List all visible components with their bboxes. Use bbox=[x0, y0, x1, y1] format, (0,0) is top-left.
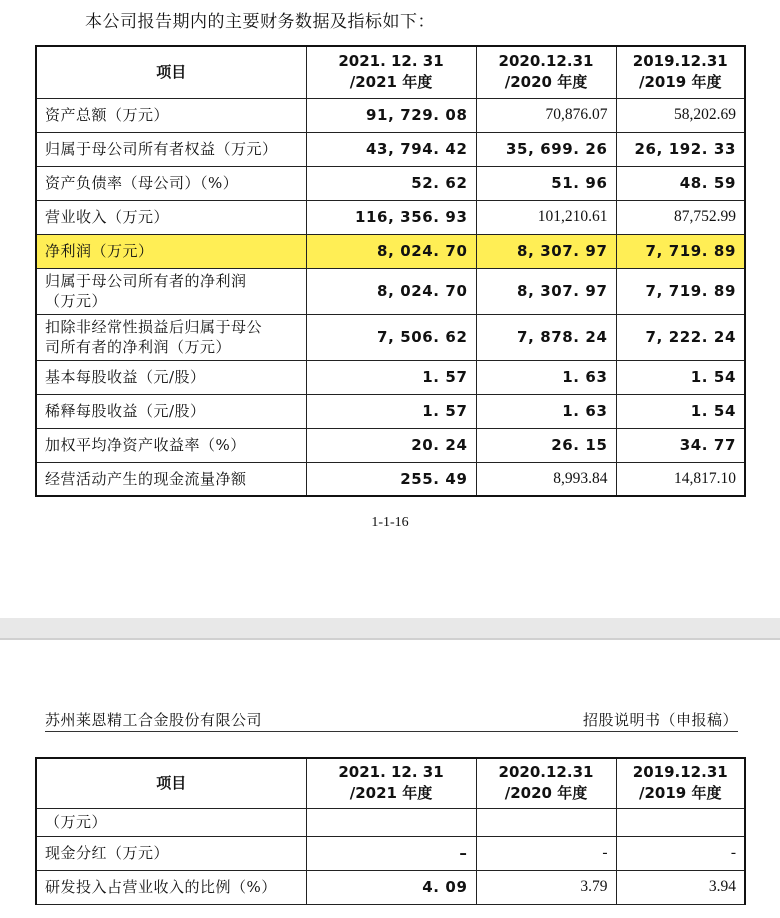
row-label: 净利润（万元） bbox=[36, 234, 306, 268]
row-label: 资产总额（万元） bbox=[36, 98, 306, 132]
row-label: 扣除非经常性损益后归属于母公 司所有者的净利润（万元） bbox=[36, 314, 306, 360]
table-header-row bbox=[36, 46, 745, 98]
header-item: 项目 bbox=[36, 46, 306, 98]
row-label: 营业收入（万元） bbox=[36, 200, 306, 234]
table-row bbox=[36, 394, 745, 428]
value-2020: 35, 699. 26 bbox=[476, 132, 616, 166]
table-row bbox=[36, 166, 745, 200]
value-2021 bbox=[306, 808, 476, 836]
intro-text: 本公司报告期内的主要财务数据及指标如下： bbox=[85, 12, 435, 32]
value-2021: 8, 024. 70 bbox=[306, 268, 476, 314]
header-2020: 2020.12.31 /2020 年度 bbox=[476, 46, 616, 98]
value-2021: 1. 57 bbox=[306, 360, 476, 394]
value-2020: 26. 15 bbox=[476, 428, 616, 462]
value-2020: 8, 307. 97 bbox=[476, 268, 616, 314]
value-2020: 1. 63 bbox=[476, 360, 616, 394]
header-2019: 2019.12.31 /2019 年度 bbox=[616, 758, 745, 808]
page-number: 1-1-16 bbox=[371, 515, 409, 530]
value-2021: 52. 62 bbox=[306, 166, 476, 200]
row-label: 稀释每股收益（元/股） bbox=[36, 394, 306, 428]
table-row bbox=[36, 808, 745, 836]
value-2021: 4. 09 bbox=[306, 870, 476, 904]
value-2020 bbox=[476, 808, 616, 836]
row-label: 归属于母公司所有者的净利润 （万元） bbox=[36, 268, 306, 314]
value-2019: 48. 59 bbox=[616, 166, 745, 200]
value-2019: 1. 54 bbox=[616, 394, 745, 428]
row-label: 归属于母公司所有者权益（万元） bbox=[36, 132, 306, 166]
document-type: 招股说明书（申报稿） bbox=[582, 711, 738, 729]
value-2019: 1. 54 bbox=[616, 360, 745, 394]
value-2021: 1. 57 bbox=[306, 394, 476, 428]
value-2020: 3.79 bbox=[476, 870, 616, 904]
table-row-highlighted bbox=[36, 234, 745, 268]
table-row bbox=[36, 870, 745, 904]
table-row bbox=[36, 314, 745, 360]
value-2021: 91, 729. 08 bbox=[306, 98, 476, 132]
value-2019: 14,817.10 bbox=[616, 462, 745, 496]
value-2021: – bbox=[306, 836, 476, 870]
value-2019 bbox=[616, 808, 745, 836]
table-row bbox=[36, 428, 745, 462]
value-2019: 34. 77 bbox=[616, 428, 745, 462]
table-row bbox=[36, 268, 745, 314]
value-2020: 1. 63 bbox=[476, 394, 616, 428]
row-label: 资产负债率（母公司）（%） bbox=[36, 166, 306, 200]
value-2021: 255. 49 bbox=[306, 462, 476, 496]
header-rule bbox=[45, 731, 738, 732]
row-label: 研发投入占营业收入的比例（%） bbox=[36, 870, 306, 904]
value-2021: 20. 24 bbox=[306, 428, 476, 462]
value-2020: 101,210.61 bbox=[476, 200, 616, 234]
value-2021: 8, 024. 70 bbox=[306, 234, 476, 268]
value-2020: 70,876.07 bbox=[476, 98, 616, 132]
value-2019: 26, 192. 33 bbox=[616, 132, 745, 166]
page-separator-edge bbox=[0, 638, 780, 640]
table-row bbox=[36, 98, 745, 132]
value-2019: 58,202.69 bbox=[616, 98, 745, 132]
header-item: 项目 bbox=[36, 758, 306, 808]
table-row bbox=[36, 360, 745, 394]
table-row bbox=[36, 200, 745, 234]
row-label: 基本每股收益（元/股） bbox=[36, 360, 306, 394]
value-2019: 87,752.99 bbox=[616, 200, 745, 234]
financial-table bbox=[35, 45, 746, 497]
row-label: 现金分红（万元） bbox=[36, 836, 306, 870]
value-2019: 7, 719. 89 bbox=[616, 268, 745, 314]
company-name: 苏州莱恩精工合金股份有限公司 bbox=[45, 711, 263, 729]
header-2021: 2021. 12. 31 /2021 年度 bbox=[306, 758, 476, 808]
value-2019: 3.94 bbox=[616, 870, 745, 904]
table-row bbox=[36, 836, 745, 870]
header-2020: 2020.12.31 /2020 年度 bbox=[476, 758, 616, 808]
value-2019: - bbox=[616, 836, 745, 870]
value-2021: 7, 506. 62 bbox=[306, 314, 476, 360]
value-2021: 116, 356. 93 bbox=[306, 200, 476, 234]
row-label: （万元） bbox=[36, 808, 306, 836]
header-2021: 2021. 12. 31 /2021 年度 bbox=[306, 46, 476, 98]
value-2020: 7, 878. 24 bbox=[476, 314, 616, 360]
value-2020: 8,993.84 bbox=[476, 462, 616, 496]
value-2020: - bbox=[476, 836, 616, 870]
financial-table-continued bbox=[35, 757, 746, 905]
row-label: 加权平均净资产收益率（%） bbox=[36, 428, 306, 462]
value-2020: 51. 96 bbox=[476, 166, 616, 200]
table-header-row bbox=[36, 758, 745, 808]
value-2019: 7, 719. 89 bbox=[616, 234, 745, 268]
value-2020: 8, 307. 97 bbox=[476, 234, 616, 268]
row-label: 经营活动产生的现金流量净额 bbox=[36, 462, 306, 496]
table-row bbox=[36, 132, 745, 166]
value-2019: 7, 222. 24 bbox=[616, 314, 745, 360]
value-2021: 43, 794. 42 bbox=[306, 132, 476, 166]
header-2019: 2019.12.31 /2019 年度 bbox=[616, 46, 745, 98]
table-row bbox=[36, 462, 745, 496]
page-separator bbox=[0, 618, 780, 640]
